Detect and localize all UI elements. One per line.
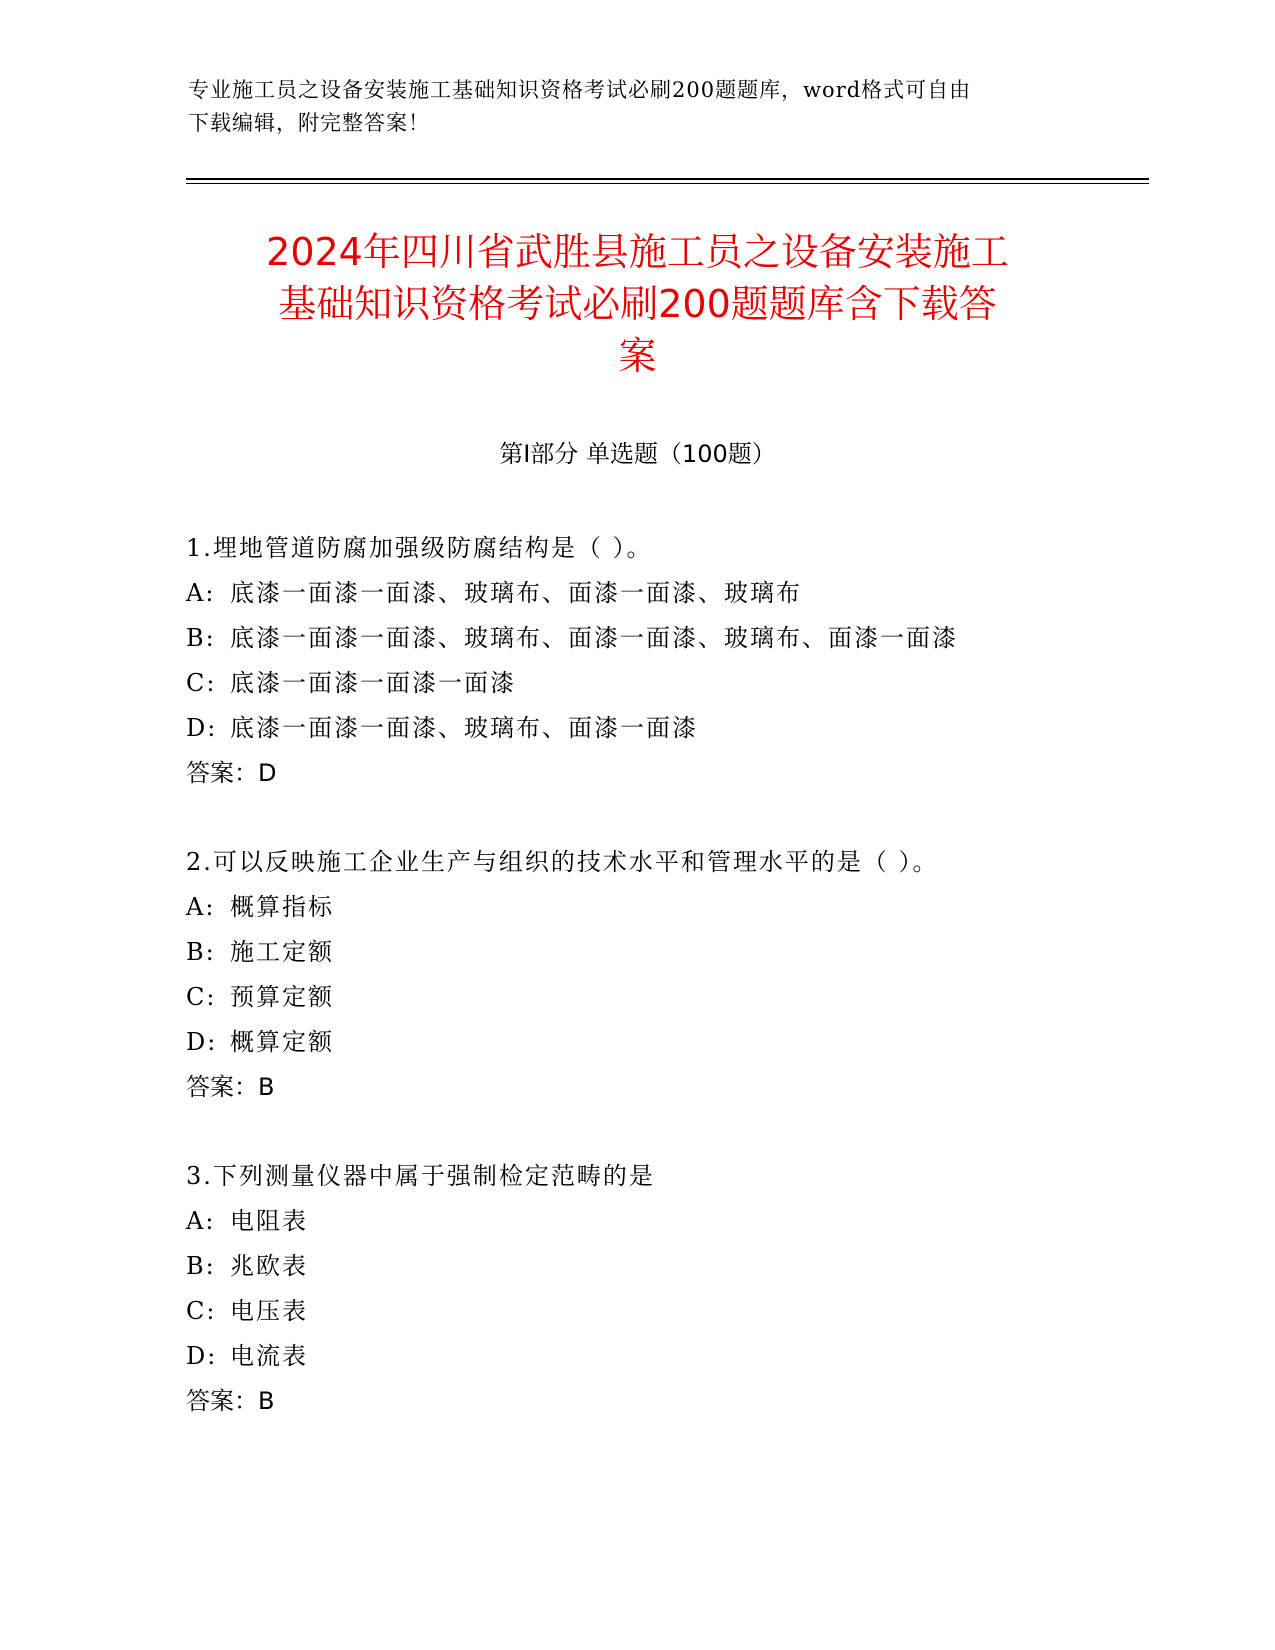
option-key: A: — [186, 1207, 216, 1235]
option-text: 底漆一面漆一面漆、玻璃布、面漆一面漆、玻璃布 — [230, 579, 802, 607]
question-stem: 3.下列测量仪器中属于强制检定范畴的是 — [186, 1162, 655, 1190]
answer: 答案：B — [186, 1073, 275, 1101]
option-text: 施工定额 — [230, 938, 334, 966]
option-c — [186, 661, 1106, 706]
option-key: B: — [186, 938, 216, 966]
option-text: 电流表 — [230, 1342, 308, 1370]
header-note-line-1: 专业施工员之设备安装施工基础知识资格考试必刷200题题库，word格式可自由 — [188, 78, 972, 102]
option-c — [186, 1289, 1106, 1334]
answer: 答案：D — [186, 759, 277, 787]
option-text: 底漆一面漆一面漆一面漆 — [230, 669, 516, 697]
option-b — [186, 616, 1106, 661]
option-text: 底漆一面漆一面漆、玻璃布、面漆一面漆 — [230, 714, 698, 742]
header-note-line-2: 下载编辑，附完整答案！ — [188, 111, 430, 135]
option-text: 电压表 — [230, 1297, 308, 1325]
document-title-line-2: 基础知识资格考试必刷200题题库含下载答 — [278, 282, 997, 326]
option-key: C: — [186, 1297, 217, 1325]
option-key: A: — [186, 579, 216, 607]
option-d — [186, 1334, 1106, 1379]
question-stem: 2.可以反映施工企业生产与组织的技术水平和管理水平的是（ ）。 — [186, 848, 939, 876]
section-heading: 第Ⅰ部分 单选题（100题） — [499, 440, 776, 468]
document-title-line-3: 案 — [618, 334, 657, 378]
option-d — [186, 1020, 1106, 1065]
option-key: D: — [186, 714, 218, 742]
option-c — [186, 975, 1106, 1020]
option-a — [186, 885, 1106, 930]
question-3 — [186, 1154, 1106, 1424]
header-rule-thin — [186, 183, 1149, 184]
question-1 — [186, 526, 1106, 796]
option-key: B: — [186, 624, 216, 652]
option-text: 预算定额 — [230, 983, 334, 1011]
option-b — [186, 930, 1106, 975]
question-list — [186, 526, 1106, 1468]
option-d — [186, 706, 1106, 751]
option-key: A: — [186, 893, 216, 921]
header-note — [188, 74, 1088, 140]
option-text: 电阻表 — [230, 1207, 308, 1235]
option-a — [186, 1199, 1106, 1244]
header-rule-thick — [186, 178, 1149, 180]
question-stem: 1.埋地管道防腐加强级防腐结构是（ ）。 — [186, 534, 653, 562]
answer: 答案：B — [186, 1387, 275, 1415]
document-title-line-1: 2024年四川省武胜县施工员之设备安装施工 — [266, 230, 1009, 274]
option-a — [186, 571, 1106, 616]
option-key: B: — [186, 1252, 216, 1280]
option-key: C: — [186, 983, 217, 1011]
option-b — [186, 1244, 1106, 1289]
option-key: D: — [186, 1028, 218, 1056]
option-text: 概算指标 — [230, 893, 334, 921]
option-key: C: — [186, 669, 217, 697]
document-title — [160, 226, 1115, 382]
option-text: 底漆一面漆一面漆、玻璃布、面漆一面漆、玻璃布、面漆一面漆 — [230, 624, 958, 652]
option-text: 兆欧表 — [230, 1252, 308, 1280]
option-text: 概算定额 — [230, 1028, 334, 1056]
option-key: D: — [186, 1342, 218, 1370]
question-2 — [186, 840, 1106, 1110]
